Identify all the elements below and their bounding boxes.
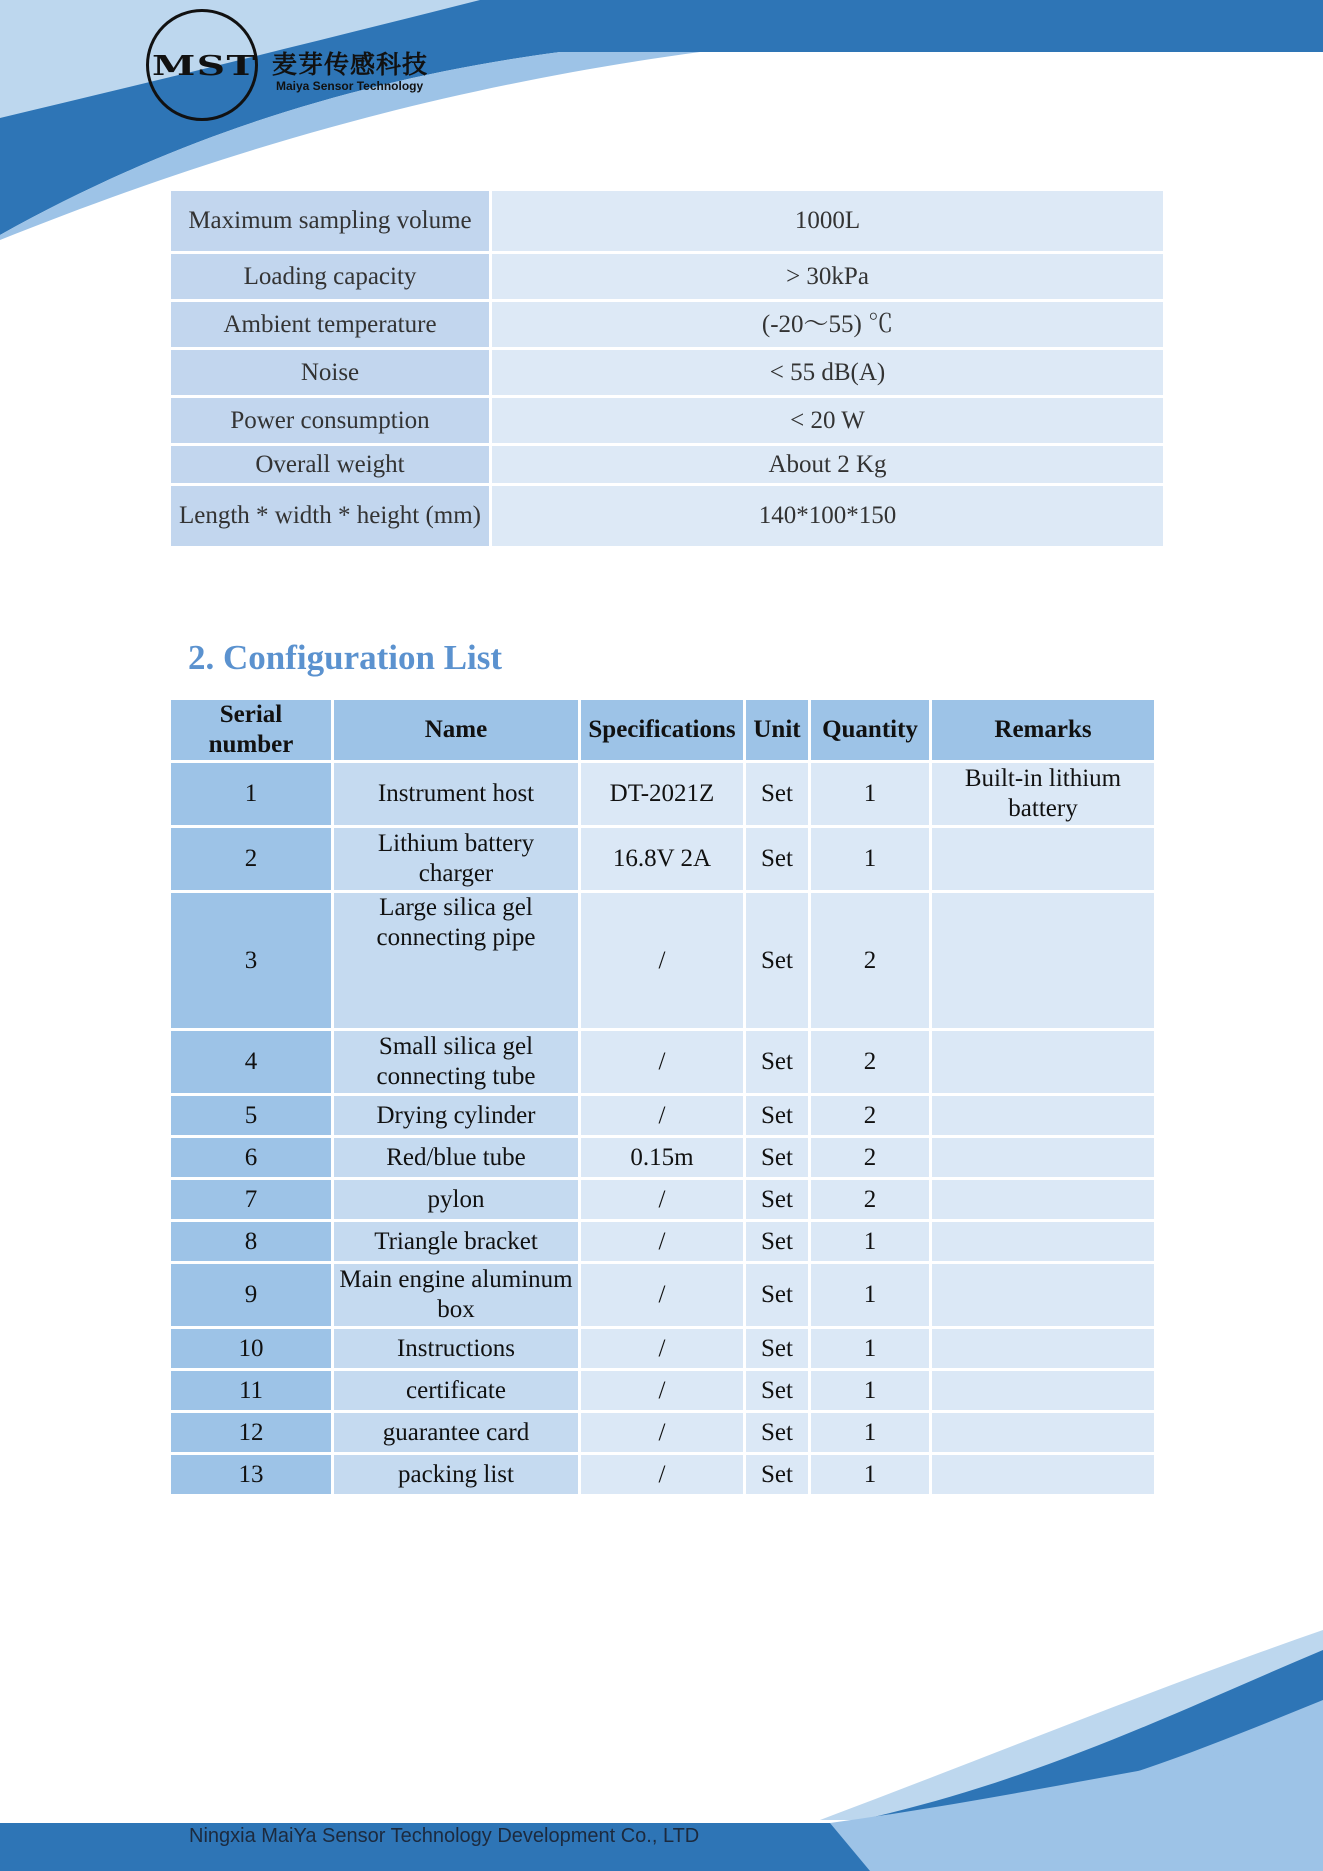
table-row bbox=[170, 1137, 1156, 1179]
table-header-row bbox=[170, 699, 1156, 762]
cell-remarks bbox=[931, 1030, 1156, 1095]
spec-row bbox=[170, 397, 1165, 445]
cell-serial: 12 bbox=[170, 1412, 333, 1454]
cell-specifications: / bbox=[580, 1412, 745, 1454]
cell-name: Small silica gel connecting tube bbox=[333, 1030, 580, 1095]
cell-name: Triangle bracket bbox=[333, 1221, 580, 1263]
cell-name: Large silica gel connecting pipe bbox=[333, 892, 580, 1030]
cell-unit: Set bbox=[745, 1221, 810, 1263]
table-row bbox=[170, 1370, 1156, 1412]
cell-remarks bbox=[931, 1370, 1156, 1412]
spec-value: < 20 W bbox=[491, 397, 1165, 445]
cell-serial: 1 bbox=[170, 762, 333, 827]
cell-specifications: / bbox=[580, 1221, 745, 1263]
cell-remarks: Built-in lithium battery bbox=[931, 762, 1156, 827]
specifications-table bbox=[168, 188, 1166, 549]
table-row bbox=[170, 1263, 1156, 1328]
cell-specifications: / bbox=[580, 1179, 745, 1221]
footer-company-name: Ningxia MaiYa Sensor Technology Development Co., LTD bbox=[189, 1825, 700, 1847]
cell-serial: 10 bbox=[170, 1328, 333, 1370]
cell-quantity: 1 bbox=[810, 1263, 931, 1328]
cell-serial: 8 bbox=[170, 1221, 333, 1263]
cell-serial: 6 bbox=[170, 1137, 333, 1179]
spec-row bbox=[170, 190, 1165, 253]
cell-specifications: / bbox=[580, 892, 745, 1030]
cell-serial: 7 bbox=[170, 1179, 333, 1221]
header-specifications: Specifications bbox=[580, 699, 745, 762]
cell-quantity: 1 bbox=[810, 1412, 931, 1454]
header-quantity: Quantity bbox=[810, 699, 931, 762]
cell-serial: 11 bbox=[170, 1370, 333, 1412]
header-remarks: Remarks bbox=[931, 699, 1156, 762]
spec-label: Power consumption bbox=[170, 397, 491, 445]
cell-unit: Set bbox=[745, 827, 810, 892]
header-unit: Unit bbox=[745, 699, 810, 762]
cell-specifications: / bbox=[580, 1030, 745, 1095]
cell-name: certificate bbox=[333, 1370, 580, 1412]
spec-value: < 55 dB(A) bbox=[491, 349, 1165, 397]
cell-specifications: / bbox=[580, 1095, 745, 1137]
cell-unit: Set bbox=[745, 1137, 810, 1179]
cell-quantity: 2 bbox=[810, 1095, 931, 1137]
cell-unit: Set bbox=[745, 1263, 810, 1328]
cell-remarks bbox=[931, 1328, 1156, 1370]
cell-unit: Set bbox=[745, 762, 810, 827]
cell-name: Instructions bbox=[333, 1328, 580, 1370]
cell-unit: Set bbox=[745, 1454, 810, 1496]
cell-quantity: 1 bbox=[810, 1328, 931, 1370]
spec-value: 1000L bbox=[491, 190, 1165, 253]
cell-quantity: 1 bbox=[810, 1454, 931, 1496]
header-name: Name bbox=[333, 699, 580, 762]
cell-remarks bbox=[931, 1221, 1156, 1263]
cell-remarks bbox=[931, 1263, 1156, 1328]
cell-quantity: 1 bbox=[810, 827, 931, 892]
cell-specifications: / bbox=[580, 1263, 745, 1328]
cell-quantity: 1 bbox=[810, 1221, 931, 1263]
cell-serial: 2 bbox=[170, 827, 333, 892]
table-row bbox=[170, 762, 1156, 827]
cell-serial: 4 bbox=[170, 1030, 333, 1095]
cell-serial: 9 bbox=[170, 1263, 333, 1328]
cell-unit: Set bbox=[745, 1179, 810, 1221]
cell-specifications: / bbox=[580, 1370, 745, 1412]
spec-label: Length * width * height (mm) bbox=[170, 485, 491, 548]
cell-remarks bbox=[931, 1454, 1156, 1496]
spec-value: 140*100*150 bbox=[491, 485, 1165, 548]
cell-name: pylon bbox=[333, 1179, 580, 1221]
spec-row bbox=[170, 301, 1165, 349]
table-row bbox=[170, 1412, 1156, 1454]
header-serial-number: Serial number bbox=[170, 699, 333, 762]
cell-name: Red/blue tube bbox=[333, 1137, 580, 1179]
spec-value: About 2 Kg bbox=[491, 445, 1165, 485]
logo-mark: MST bbox=[152, 51, 258, 82]
spec-label: Noise bbox=[170, 349, 491, 397]
cell-quantity: 1 bbox=[810, 1370, 931, 1412]
cell-specifications: 16.8V 2A bbox=[580, 827, 745, 892]
section-heading: 2. Configuration List bbox=[188, 638, 503, 677]
cell-name: Instrument host bbox=[333, 762, 580, 827]
cell-serial: 3 bbox=[170, 892, 333, 1030]
cell-unit: Set bbox=[745, 1370, 810, 1412]
cell-remarks bbox=[931, 1095, 1156, 1137]
spec-label: Overall weight bbox=[170, 445, 491, 485]
cell-name: guarantee card bbox=[333, 1412, 580, 1454]
cell-quantity: 1 bbox=[810, 762, 931, 827]
spec-row bbox=[170, 253, 1165, 301]
table-row bbox=[170, 1221, 1156, 1263]
table-row bbox=[170, 1328, 1156, 1370]
spec-row bbox=[170, 445, 1165, 485]
spec-row bbox=[170, 485, 1165, 548]
cell-serial: 5 bbox=[170, 1095, 333, 1137]
cell-name: Drying cylinder bbox=[333, 1095, 580, 1137]
cell-specifications: DT-2021Z bbox=[580, 762, 745, 827]
table-row bbox=[170, 1095, 1156, 1137]
table-row bbox=[170, 1179, 1156, 1221]
configuration-table bbox=[168, 697, 1157, 1497]
cell-serial: 13 bbox=[170, 1454, 333, 1496]
logo-name-en: Maiya Sensor Technology bbox=[276, 79, 424, 93]
cell-specifications: / bbox=[580, 1454, 745, 1496]
cell-unit: Set bbox=[745, 1412, 810, 1454]
cell-name: Lithium battery charger bbox=[333, 827, 580, 892]
table-row bbox=[170, 827, 1156, 892]
cell-remarks bbox=[931, 1412, 1156, 1454]
logo-name-cn: 麦芽传感科技 bbox=[272, 50, 429, 79]
cell-remarks bbox=[931, 1137, 1156, 1179]
cell-name: packing list bbox=[333, 1454, 580, 1496]
cell-quantity: 2 bbox=[810, 892, 931, 1030]
cell-specifications: 0.15m bbox=[580, 1137, 745, 1179]
cell-quantity: 2 bbox=[810, 1030, 931, 1095]
cell-specifications: / bbox=[580, 1328, 745, 1370]
company-logo bbox=[146, 9, 546, 127]
cell-quantity: 2 bbox=[810, 1179, 931, 1221]
cell-unit: Set bbox=[745, 1030, 810, 1095]
spec-label: Loading capacity bbox=[170, 253, 491, 301]
cell-remarks bbox=[931, 892, 1156, 1030]
spec-label: Ambient temperature bbox=[170, 301, 491, 349]
cell-unit: Set bbox=[745, 1328, 810, 1370]
spec-value: > 30kPa bbox=[491, 253, 1165, 301]
cell-name: Main engine aluminum box bbox=[333, 1263, 580, 1328]
spec-value: (-20～55) ℃ bbox=[491, 301, 1165, 349]
cell-unit: Set bbox=[745, 892, 810, 1030]
table-row bbox=[170, 1030, 1156, 1095]
spec-label: Maximum sampling volume bbox=[170, 190, 491, 253]
cell-remarks bbox=[931, 827, 1156, 892]
table-row bbox=[170, 892, 1156, 1030]
cell-remarks bbox=[931, 1179, 1156, 1221]
table-row bbox=[170, 1454, 1156, 1496]
spec-row bbox=[170, 349, 1165, 397]
cell-quantity: 2 bbox=[810, 1137, 931, 1179]
cell-unit: Set bbox=[745, 1095, 810, 1137]
